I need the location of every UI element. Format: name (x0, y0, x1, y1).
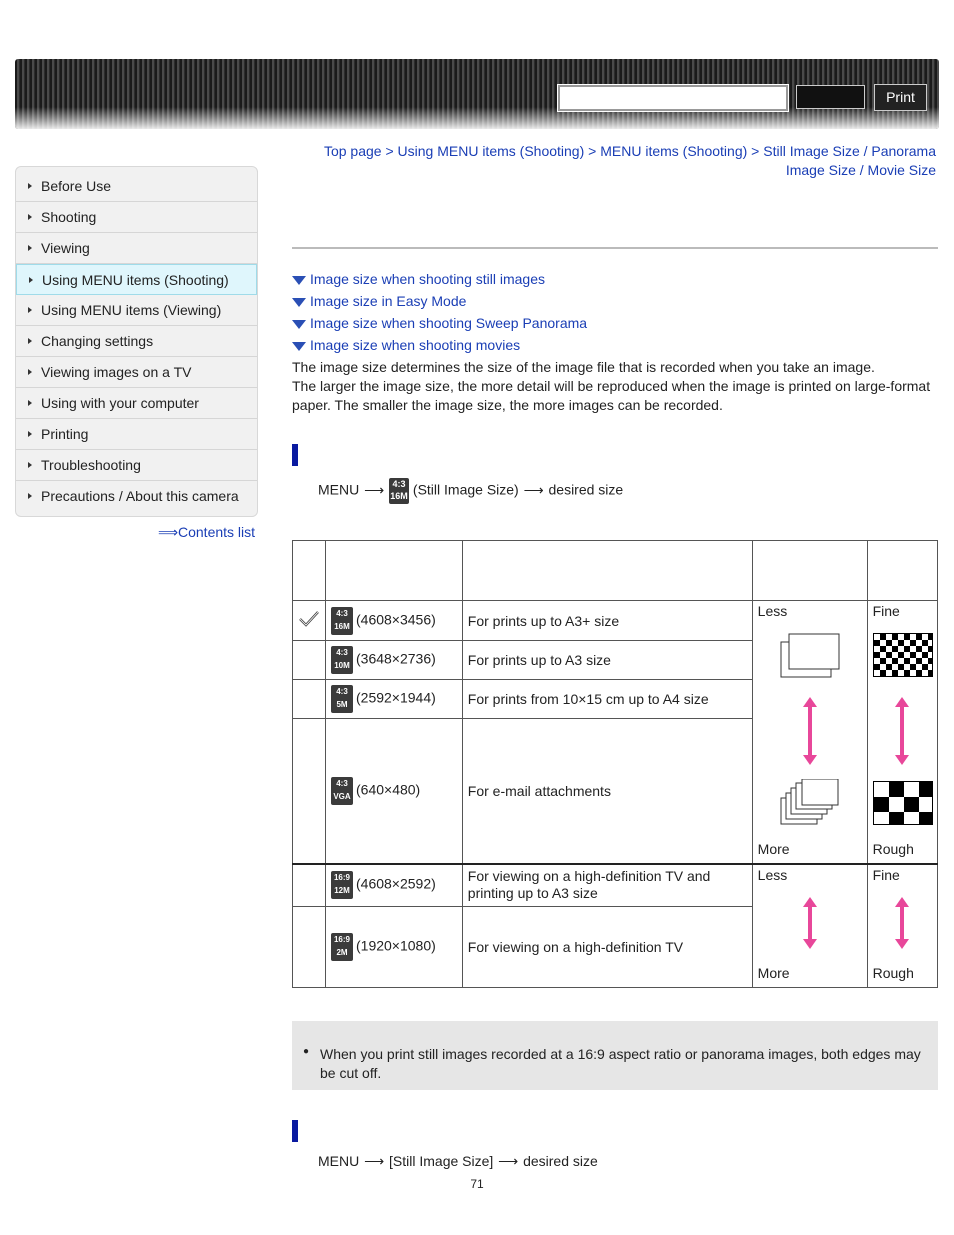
size-5m-icon: 4:3 5M (331, 685, 353, 713)
breadcrumb-link-using-menu[interactable]: Using MENU items (Shooting) (397, 143, 585, 159)
quality-scale-cell (867, 601, 937, 864)
double-arrow-icon (900, 705, 904, 757)
size-cell (326, 907, 463, 988)
size-vga-icon: 4:3 VGA (331, 777, 353, 805)
size-12m-icon: 16:9 12M (331, 871, 353, 899)
breadcrumb-separator: > (385, 143, 394, 159)
table-row (293, 601, 938, 641)
note-box (292, 1021, 938, 1090)
size-cell (326, 680, 463, 719)
double-arrow-icon (900, 905, 904, 941)
triangle-right-icon (28, 214, 32, 220)
menu-item-label: (Still Image Size) (412, 481, 519, 498)
intro-text (292, 358, 938, 415)
triangle-right-icon (28, 183, 32, 189)
intro-line-2: The larger the image size, the more detail will be reproduced when the image is printed on large-format paper. The smaller the image size, the more images can be recorded. (292, 378, 931, 413)
quality-scale-cell (867, 864, 937, 988)
breadcrumb-link-menu-items[interactable]: MENU items (Shooting) (600, 143, 748, 159)
toc-link-sweep-panorama[interactable] (292, 314, 587, 336)
size-10m-icon: 4:3 10M (331, 646, 353, 674)
sidebar-item-computer[interactable] (16, 388, 257, 419)
triangle-down-icon (292, 342, 306, 351)
sidebar-item-printing[interactable] (16, 419, 257, 450)
menu-item-label: [Still Image Size] (389, 1153, 494, 1169)
size-value: (640×480) (356, 781, 421, 798)
sidebar-item-using-menu-viewing[interactable] (16, 295, 257, 326)
note-text: When you print still images recorded at a 16:9 aspect ratio or panorama images, both edges may be cut off. (320, 1046, 921, 1081)
search-input[interactable] (558, 85, 788, 111)
size-cell (326, 864, 463, 907)
menu-label: MENU (318, 481, 360, 498)
menu-path-still (318, 478, 623, 504)
divider (292, 247, 938, 249)
bullet-icon: ● (303, 1046, 310, 1057)
sidebar-item-label: Before Use (41, 178, 112, 194)
toc-label: Image size when shooting Sweep Panorama (310, 315, 588, 331)
page-number: 71 (470, 1177, 484, 1191)
sidebar-item-using-menu-shooting[interactable] (16, 264, 257, 295)
sidebar-item-before-use[interactable] (16, 171, 257, 202)
scale-more-label: More (757, 964, 790, 981)
many-photos-icon (780, 779, 842, 829)
arrow-right-icon: ⟶ (364, 481, 385, 498)
table-header-row (293, 541, 938, 601)
table-row (293, 864, 938, 907)
triangle-right-icon (29, 277, 33, 283)
arrow-right-icon: ⟶ (523, 481, 544, 498)
sidebar-item-label: Troubleshooting (41, 457, 141, 473)
arrow-right-icon: ⟶ (364, 1153, 385, 1169)
arrow-right-icon: ⟶ (498, 1153, 519, 1169)
single-photo-icon (780, 633, 842, 679)
search-button[interactable] (796, 85, 865, 109)
breadcrumb-separator: > (588, 143, 597, 159)
image-size-table (292, 540, 938, 988)
breadcrumb-link-still-image-size[interactable]: Still Image Size / Panorama Image Size / Movie Size (763, 143, 936, 178)
scale-rough-label: Rough (872, 964, 914, 981)
menu-target-label: desired size (523, 1153, 598, 1169)
sidebar-item-label: Viewing (41, 240, 90, 256)
triangle-right-icon (28, 400, 32, 406)
triangle-right-icon (28, 245, 32, 251)
desc-cell: For prints up to A3+ size (462, 601, 752, 641)
sidebar-item-troubleshooting[interactable] (16, 450, 257, 481)
triangle-right-icon (28, 462, 32, 468)
triangle-down-icon (292, 320, 306, 329)
size-cell (326, 719, 463, 864)
sidebar-item-label: Printing (41, 426, 89, 442)
breadcrumb-link-top[interactable]: Top page (323, 143, 382, 159)
desc-cell: For viewing on a high-definition TV (462, 907, 752, 988)
fine-pattern-icon (873, 633, 933, 677)
toc-link-easy-mode[interactable] (292, 292, 587, 314)
menu-path-easy (318, 1152, 598, 1170)
triangle-down-icon (292, 298, 306, 307)
desc-cell: For prints up to A3 size (462, 641, 752, 680)
contents-list-label: Contents list (178, 524, 256, 540)
toc-label: Image size in Easy Mode (310, 293, 467, 309)
sidebar-item-label: Using with your computer (41, 395, 199, 411)
size-value: (1920×1080) (356, 937, 436, 954)
section-heading-bar (292, 444, 298, 466)
triangle-right-icon (28, 307, 32, 313)
double-arrow-icon (808, 905, 812, 941)
still-image-size-icon: 4:3 16M (389, 478, 409, 504)
sidebar-item-label: Shooting (41, 209, 97, 225)
scale-fine-label: Fine (872, 603, 900, 619)
toc-list (292, 270, 587, 358)
size-value: (3648×2736) (356, 650, 436, 667)
sidebar-item-label: Using MENU items (Shooting) (42, 272, 229, 288)
breadcrumb-separator: > (751, 143, 760, 159)
sidebar-item-label: Viewing images on a TV (41, 364, 192, 380)
breadcrumb (310, 142, 936, 180)
size-2m-icon: 16:9 2M (331, 933, 353, 961)
quantity-scale-cell (752, 601, 867, 864)
sidebar (15, 166, 258, 517)
scale-more-label: More (757, 841, 790, 857)
quantity-scale-cell (752, 864, 867, 988)
desc-cell: For prints from 10×15 cm up to A4 size (462, 680, 752, 719)
rough-pattern-icon (873, 781, 933, 825)
triangle-right-icon (28, 493, 32, 499)
size-value: (2592×1944) (356, 689, 436, 706)
triangle-right-icon (28, 338, 32, 344)
desc-cell: For viewing on a high-definition TV and printing up to A3 size (462, 864, 752, 907)
section-heading-bar (292, 1120, 298, 1142)
size-cell (326, 641, 463, 680)
sidebar-item-changing-settings[interactable] (16, 326, 257, 357)
sidebar-item-precautions[interactable] (16, 481, 257, 512)
triangle-right-icon (28, 431, 32, 437)
size-16m-icon: 4:3 16M (331, 607, 353, 635)
sidebar-item-shooting[interactable] (16, 202, 257, 233)
triangle-right-icon (28, 369, 32, 375)
arrow-right-icon: ⟹ (158, 524, 179, 540)
size-cell (326, 601, 463, 641)
scale-rough-label: Rough (872, 841, 914, 857)
sidebar-item-viewing-on-tv[interactable] (16, 357, 257, 388)
toc-link-movies[interactable] (292, 336, 587, 358)
toc-link-still-images[interactable] (292, 270, 587, 292)
size-value: (4608×3456) (356, 611, 436, 628)
scale-less-label: Less (757, 603, 788, 619)
toc-label: Image size when shooting still images (310, 271, 546, 287)
desc-cell: For e-mail attachments (462, 719, 752, 864)
size-value: (4608×2592) (356, 875, 436, 892)
sidebar-item-label: Precautions / About this camera (41, 488, 239, 504)
intro-line-1: The image size determines the size of the image file that is recorded when you take an image. (292, 359, 875, 375)
sidebar-item-label: Changing settings (41, 333, 154, 349)
contents-list-link[interactable] (158, 524, 255, 541)
checkmark-icon (293, 601, 326, 641)
toc-label: Image size when shooting movies (310, 337, 521, 353)
scale-less-label: Less (757, 866, 788, 883)
menu-target-label: desired size (548, 481, 624, 498)
sidebar-item-label: Using MENU items (Viewing) (41, 302, 222, 318)
print-button[interactable]: Print (874, 84, 927, 111)
scale-fine-label: Fine (872, 866, 900, 883)
sidebar-item-viewing[interactable] (16, 233, 257, 264)
double-arrow-icon (808, 705, 812, 757)
triangle-down-icon (292, 276, 306, 285)
menu-label: MENU (318, 1153, 360, 1169)
